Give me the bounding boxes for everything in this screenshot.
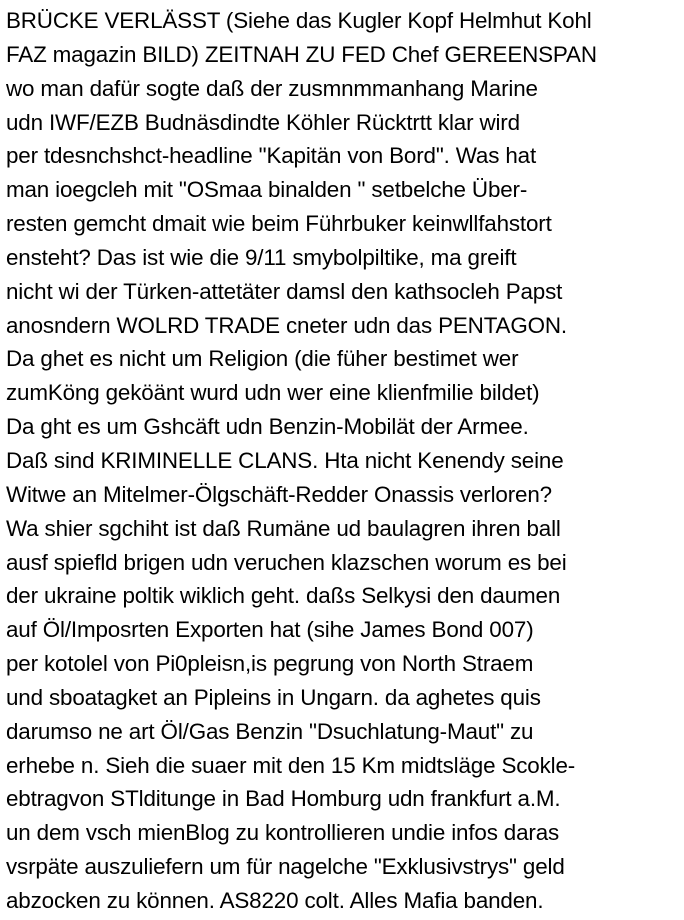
text-line-9: nicht wi der Türken-attetäter damsl den kathsocleh Papst [6, 278, 563, 304]
text-line-6: man ioegcleh mit "OSmaa binalden " setbelche Über- [6, 177, 528, 203]
text-line-3: wo man dafür sogte daß der zusmnmmanhang Marine [6, 75, 538, 101]
text-line-17: ausf spiefld brigen udn veruchen klazschen worum es bei [6, 549, 567, 575]
text-line-11: Da ghet es nicht um Religion (die füher bestimet wer [6, 346, 519, 372]
text-line-2: FAZ magazin BILD) ZEITNAH ZU FED Chef GEREENSPAN [6, 41, 597, 67]
text-line-19: auf Öl/Imposrten Exporten hat (sihe James Bond 007) [6, 617, 534, 643]
text-line-5: per tdesnchshct-headline "Kapitän von Bord". Was hat [6, 143, 537, 169]
text-line-12: zumKöng geköänt wurd udn wer eine klienfmilie bildet) [6, 380, 540, 406]
text-line-21: und sboatagket an Pipleins in Ungarn. da aghetes quis [6, 684, 541, 710]
text-line-16: Wa shier sgchiht ist daß Rumäne ud baulagren ihren ball [6, 515, 561, 541]
text-line-15: Witwe an Mitelmer-Ölgschäft-Redder Onassis verloren? [6, 481, 552, 507]
text-line-18: der ukraine poltik wiklich geht. daßs Selkysi den daumen [6, 583, 561, 609]
text-line-20: per kotolel von Pi0pleisn,is pegrung von North Straem [6, 651, 534, 677]
text-line-24: ebtragvon STlditunge in Bad Homburg udn frankfurt a.M. [6, 786, 561, 812]
text-line-4: udn IWF/EZB Budnäsdindte Köhler Rücktrtt klar wird [6, 109, 520, 135]
text-line-1: BRÜCKE VERLÄSST (Siehe das Kugler Kopf Helmhut Kohl [6, 8, 592, 33]
text-line-22: darumso ne art Öl/Gas Benzin "Dsuchlatung-Maut" zu [6, 718, 534, 744]
text-line-8: ensteht? Das ist wie die 9/11 smybolpiltike, ma greift [6, 244, 517, 270]
text-line-7: resten gemcht dmait wie beim Führbuker keinwllfahstort [6, 211, 552, 237]
text-line-13: Da ght es um Gshcäft udn Benzin-Mobilät der Armee. [6, 414, 529, 440]
text-line-23: erhebe n. Sieh die suaer mit den 15 Km midtsläge Scokle- [6, 752, 576, 778]
document-body [6, 4, 682, 918]
text-line-10: anosndern WOLRD TRADE cneter udn das PENTAGON. [6, 312, 567, 338]
text-line-27: abzocken zu können. AS8220 colt. Alles Mafia banden. [6, 887, 544, 913]
text-line-25: un dem vsch mienBlog zu kontrollieren undie infos daras [6, 820, 560, 846]
text-line-14: Daß sind KRIMINELLE CLANS. Hta nicht Kenendy seine [6, 447, 564, 473]
text-line-26: vsrpäte auszuliefern um für nagelche "Exklusivstrys" geld [6, 854, 565, 880]
